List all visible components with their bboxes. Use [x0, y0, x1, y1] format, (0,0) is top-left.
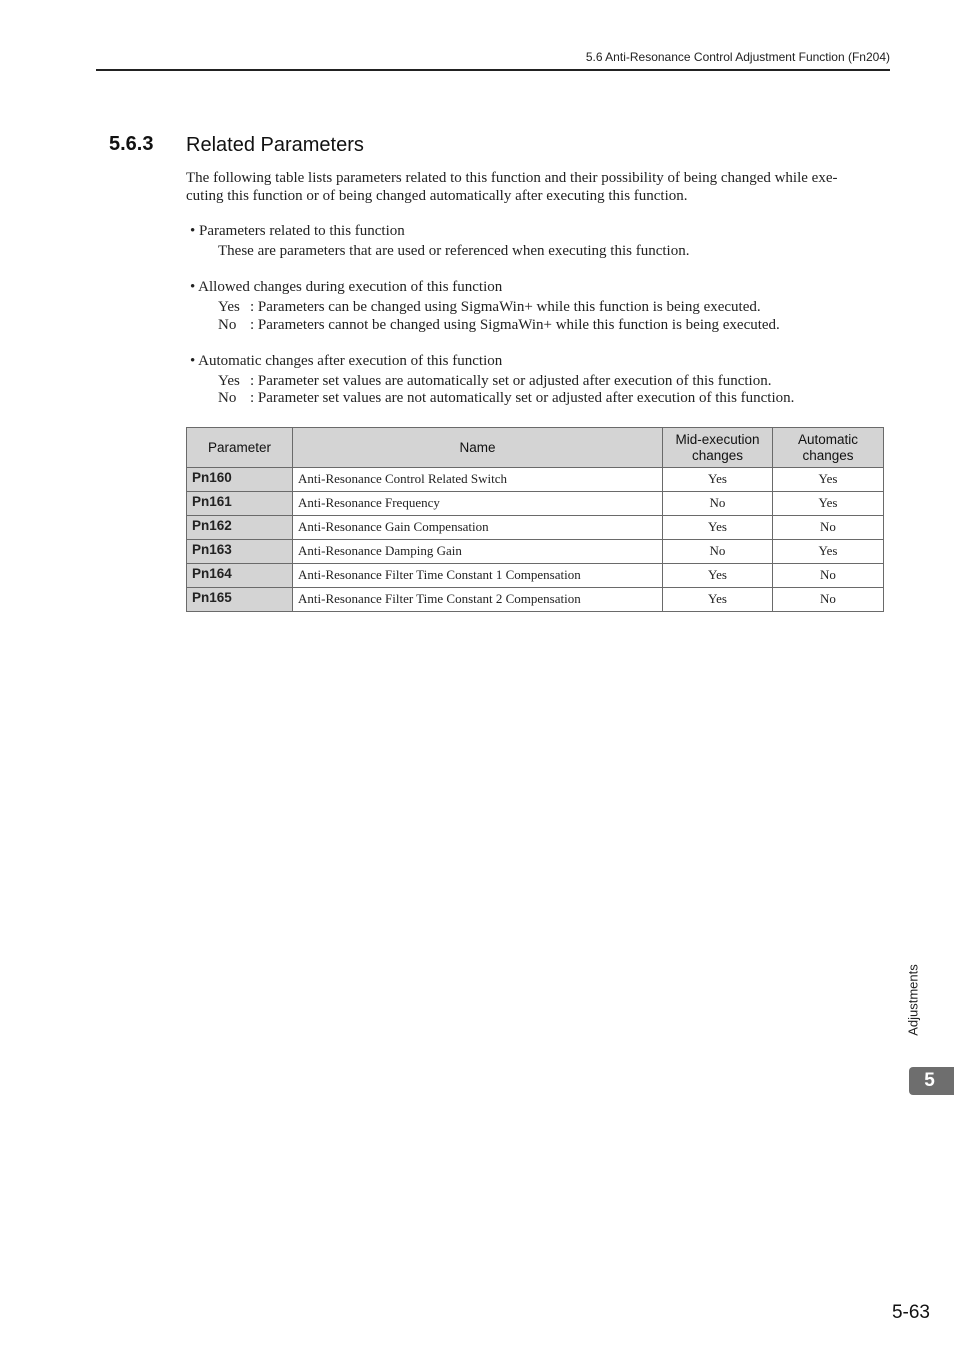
param-code: Pn162 — [187, 516, 293, 540]
intro-line-2: cuting this function or of being changed automatically after executing this function. — [186, 188, 688, 204]
param-name: Anti-Resonance Filter Time Constant 1 Compensation — [293, 564, 663, 588]
key-yes: Yes — [218, 299, 240, 315]
param-mid-change: Yes — [663, 588, 773, 612]
key-no: No — [218, 390, 237, 406]
key-no: No — [218, 317, 237, 333]
automatic-changes-yes — [218, 373, 771, 391]
header-rule — [96, 69, 890, 71]
allowed-changes-yes-text: : Parameters can be changed using SigmaWin+ while this function is being executed. — [250, 299, 761, 315]
param-name: Anti-Resonance Filter Time Constant 2 Compensation — [293, 588, 663, 612]
header-mid-execution — [663, 428, 773, 468]
header-automatic — [773, 428, 884, 468]
param-mid-change: Yes — [663, 516, 773, 540]
table-header-row — [187, 428, 884, 468]
bullet-related-description: These are parameters that are used or referenced when executing this function. — [218, 243, 690, 259]
automatic-changes-no-text: : Parameter set values are not automatically set or adjusted after execution of this function. — [250, 390, 795, 406]
allowed-changes-no-text: : Parameters cannot be changed using SigmaWin+ while this function is being executed. — [250, 317, 780, 333]
header-auto-line-2: changes — [802, 447, 854, 463]
param-name: Anti-Resonance Control Related Switch — [293, 468, 663, 492]
param-code: Pn165 — [187, 588, 293, 612]
section-title: Related Parameters — [186, 134, 364, 156]
intro-paragraph — [186, 169, 886, 205]
table-row — [187, 588, 884, 612]
key-yes: Yes — [218, 373, 240, 389]
param-code: Pn163 — [187, 540, 293, 564]
table-row — [187, 468, 884, 492]
allowed-changes-yes — [218, 299, 761, 317]
param-auto-change: No — [773, 516, 884, 540]
param-auto-change: Yes — [773, 540, 884, 564]
header-mid-line-1: Mid-execution — [675, 431, 760, 447]
intro-line-1: The following table lists parameters related to this function and their possibility of being changed while exe- — [186, 170, 838, 186]
header-parameter: Parameter — [187, 428, 293, 468]
chapter-side-label-text: Adjustments — [905, 964, 921, 1036]
param-code: Pn161 — [187, 492, 293, 516]
table-row — [187, 540, 884, 564]
table-row — [187, 492, 884, 516]
param-auto-change: No — [773, 564, 884, 588]
param-code: Pn160 — [187, 468, 293, 492]
table-row — [187, 564, 884, 588]
param-name: Anti-Resonance Gain Compensation — [293, 516, 663, 540]
bullet-related-parameters: • Parameters related to this function — [190, 223, 405, 239]
param-auto-change: Yes — [773, 492, 884, 516]
chapter-tab: 5 — [909, 1067, 954, 1095]
header-auto-line-1: Automatic — [797, 431, 859, 447]
param-auto-change: Yes — [773, 468, 884, 492]
param-mid-change: No — [663, 492, 773, 516]
param-name: Anti-Resonance Frequency — [293, 492, 663, 516]
related-parameters-table — [186, 427, 884, 612]
table-row — [187, 516, 884, 540]
param-mid-change: No — [663, 540, 773, 564]
chapter-side-label — [904, 960, 922, 1040]
running-header: 5.6 Anti-Resonance Control Adjustment Function (Fn204) — [585, 50, 890, 64]
header-name: Name — [293, 428, 663, 468]
bullet-allowed-changes: • Allowed changes during execution of this function — [190, 279, 503, 295]
section-number: 5.6.3 — [109, 133, 154, 155]
header-mid-line-2: changes — [691, 447, 744, 463]
automatic-changes-no — [218, 390, 794, 408]
allowed-changes-no — [218, 317, 780, 335]
param-name: Anti-Resonance Damping Gain — [293, 540, 663, 564]
param-auto-change: No — [773, 588, 884, 612]
param-mid-change: Yes — [663, 468, 773, 492]
param-mid-change: Yes — [663, 564, 773, 588]
automatic-changes-yes-text: : Parameter set values are automatically set or adjusted after execution of this function. — [250, 373, 772, 389]
param-code: Pn164 — [187, 564, 293, 588]
page-number: 5-63 — [891, 1302, 930, 1323]
bullet-automatic-changes: • Automatic changes after execution of this function — [190, 353, 503, 369]
